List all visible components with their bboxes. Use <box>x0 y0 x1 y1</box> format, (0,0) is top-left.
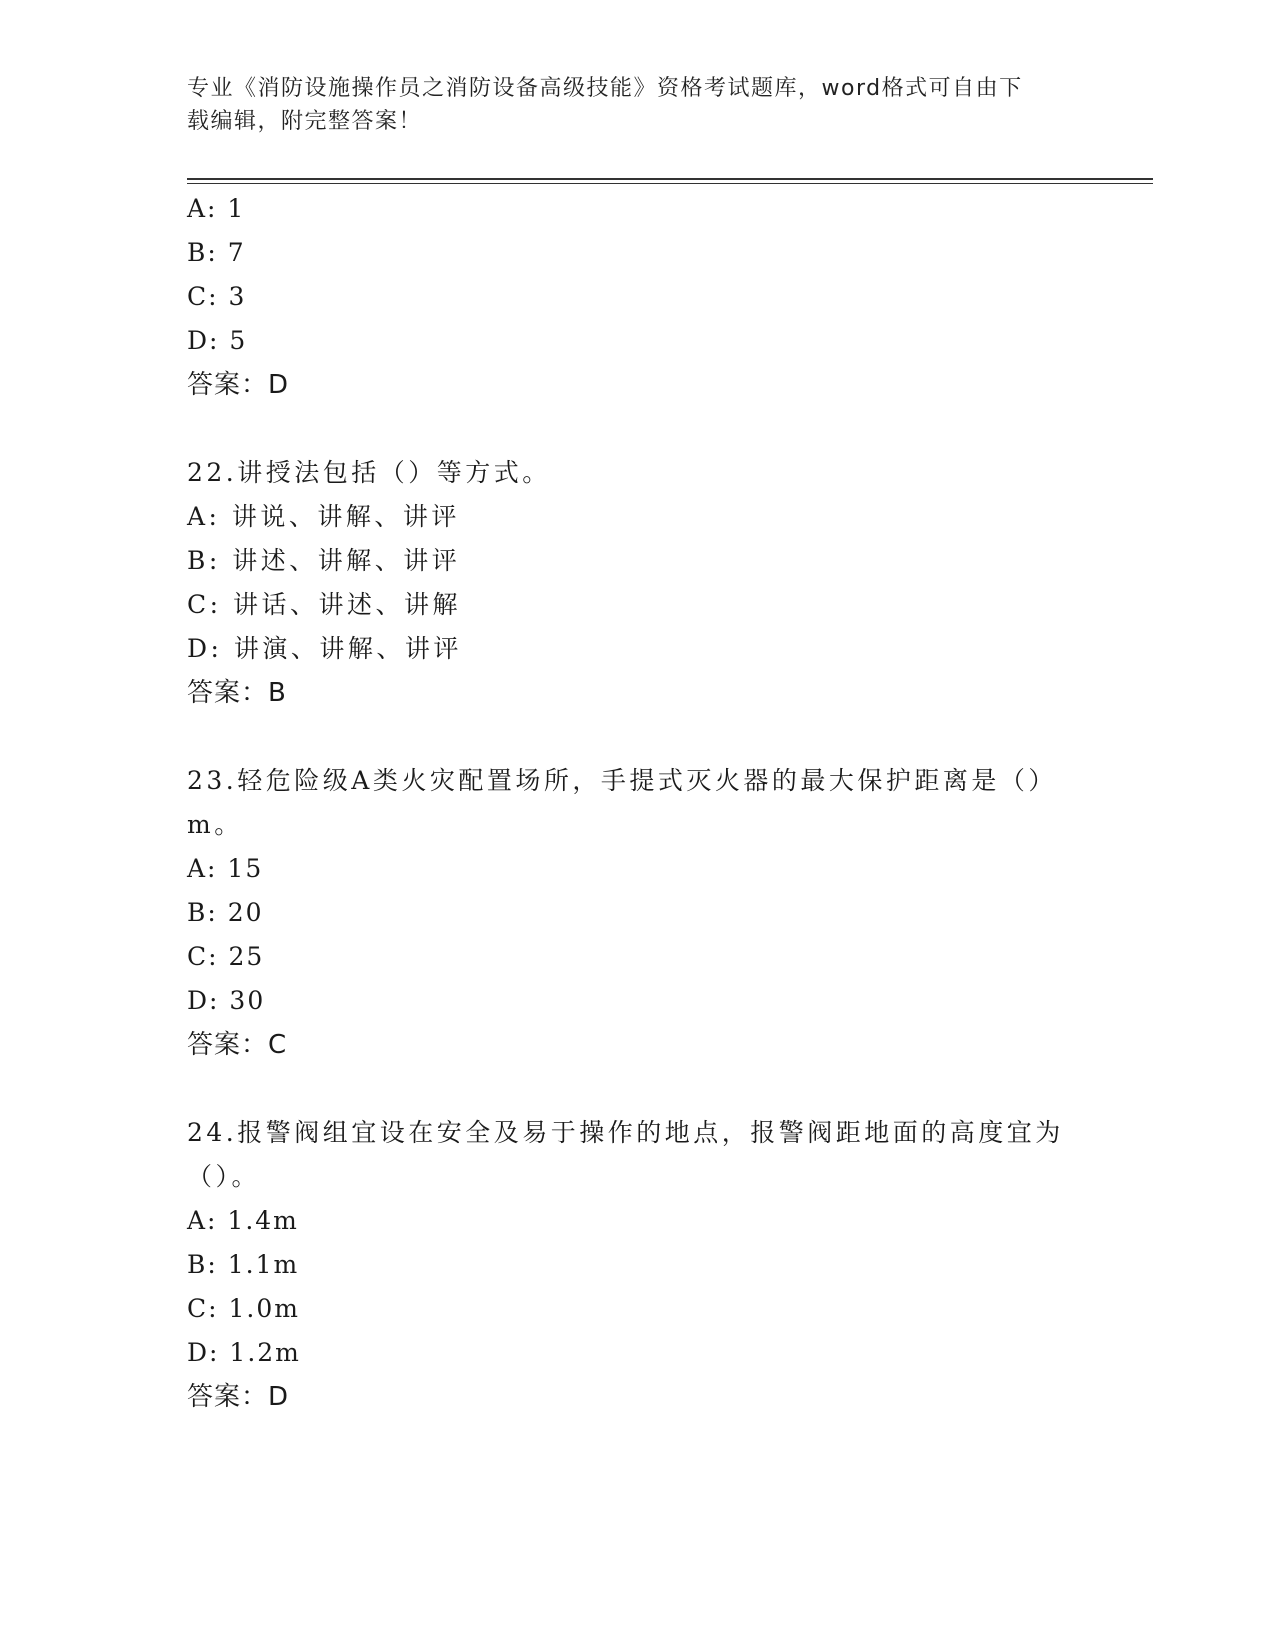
q22-option-b: B: 讲述、讲解、讲评 <box>187 546 461 575</box>
q23-option-d: D: 30 <box>187 986 266 1015</box>
q22-question: 22.讲授法包括（）等方式。 <box>187 458 551 487</box>
q22-option-a: A: 讲说、讲解、讲评 <box>187 502 460 531</box>
q22-option-d: D: 讲演、讲解、讲评 <box>187 634 462 663</box>
header-line-2: 载编辑，附完整答案！ <box>187 109 423 134</box>
q23-option-b: B: 20 <box>187 898 264 927</box>
q21-option-b: B: 7 <box>187 238 246 267</box>
q23-option-c: C: 25 <box>187 942 265 971</box>
q24-option-a: A: 1.4m <box>187 1206 299 1235</box>
q23-question-cont: m。 <box>187 810 243 839</box>
q24-question: 24.报警阀组宜设在安全及易于操作的地点，报警阀距地面的高度宜为 <box>187 1118 1064 1147</box>
header-line-1: 专业《消防设施操作员之消防设备高级技能》资格考试题库，word格式可自由下 <box>187 76 1023 101</box>
header-divider-thin <box>187 183 1153 184</box>
q23-option-a: A: 15 <box>187 854 264 883</box>
q24-option-c: C: 1.0m <box>187 1294 300 1323</box>
q21-option-c: C: 3 <box>187 282 247 311</box>
q21-option-a: A: 1 <box>187 194 246 223</box>
header-divider-thick <box>187 178 1153 180</box>
q24-option-d: D: 1.2m <box>187 1338 301 1367</box>
q24-answer: 答案：D <box>187 1382 290 1412</box>
q21-option-d: D: 5 <box>187 326 248 355</box>
q21-answer: 答案：D <box>187 370 290 400</box>
q22-option-c: C: 讲话、讲述、讲解 <box>187 590 461 619</box>
q23-answer: 答案：C <box>187 1030 288 1060</box>
document-header <box>187 72 1067 138</box>
q22-answer: 答案：B <box>187 678 287 708</box>
q24-option-b: B: 1.1m <box>187 1250 300 1279</box>
q23-question: 23.轻危险级A类火灾配置场所，手提式灭火器的最大保护距离是（） <box>187 766 1057 795</box>
q24-question-cont: （）。 <box>187 1162 261 1191</box>
